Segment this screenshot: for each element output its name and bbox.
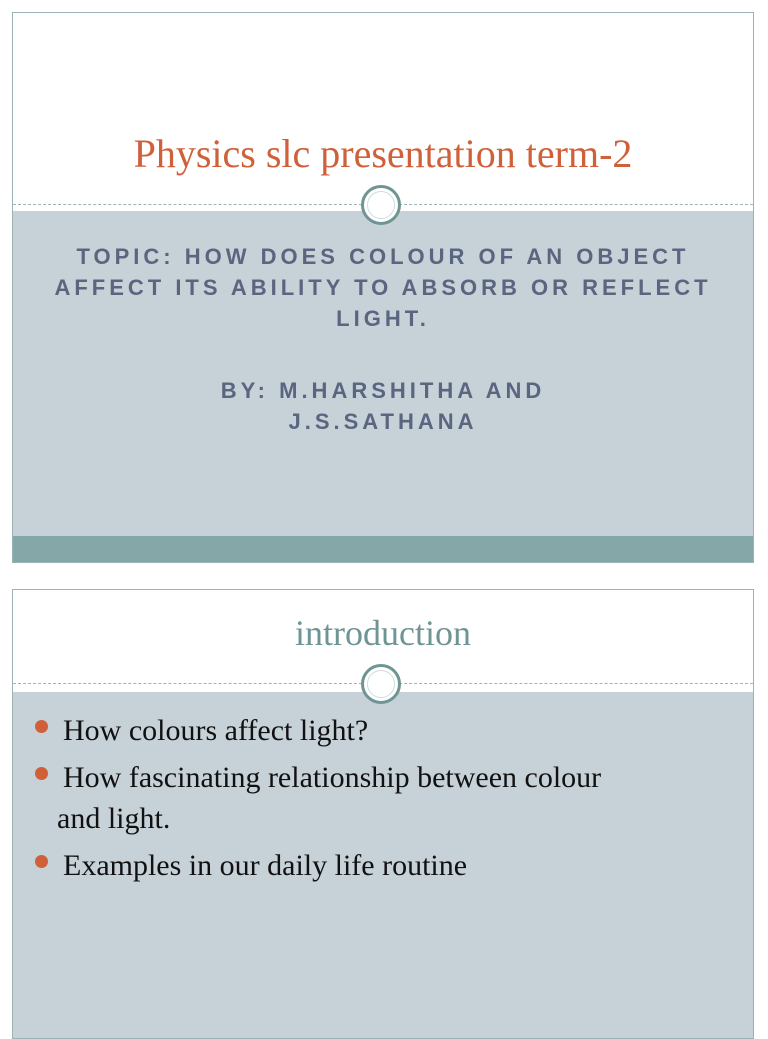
slide-title: introduction [295, 613, 471, 653]
bottom-band [13, 536, 753, 562]
title-header [13, 13, 753, 205]
list-item [35, 845, 713, 886]
ring-ornament-icon [361, 185, 401, 225]
bullet-dot-icon [35, 720, 48, 733]
topic-text: TOPIC: HOW DOES COLOUR OF AN OBJECT AFFECT ITS ABILITY TO ABSORB OR REFLECT LIGHT. [54, 244, 712, 331]
bullet-dot-icon [35, 855, 48, 868]
authors-text: BY: M.HARSHITHA AND J.S.SATHANA [220, 378, 546, 434]
introduction-slide [12, 589, 754, 1039]
slide-title: Physics slc presentation term-2 [133, 131, 633, 176]
bullet-text: Examples in our daily life routine [63, 849, 468, 882]
title-slide [12, 12, 754, 563]
ring-ornament-icon [361, 664, 401, 704]
list-item [35, 710, 713, 751]
bullet-list [35, 710, 713, 892]
bullet-text: How fascinating relationship between colour [63, 761, 602, 794]
list-item [35, 757, 713, 839]
bullet-dot-icon [35, 767, 48, 780]
bullet-continuation: and light. [57, 802, 171, 835]
bullet-text: How colours affect light? [63, 714, 369, 747]
